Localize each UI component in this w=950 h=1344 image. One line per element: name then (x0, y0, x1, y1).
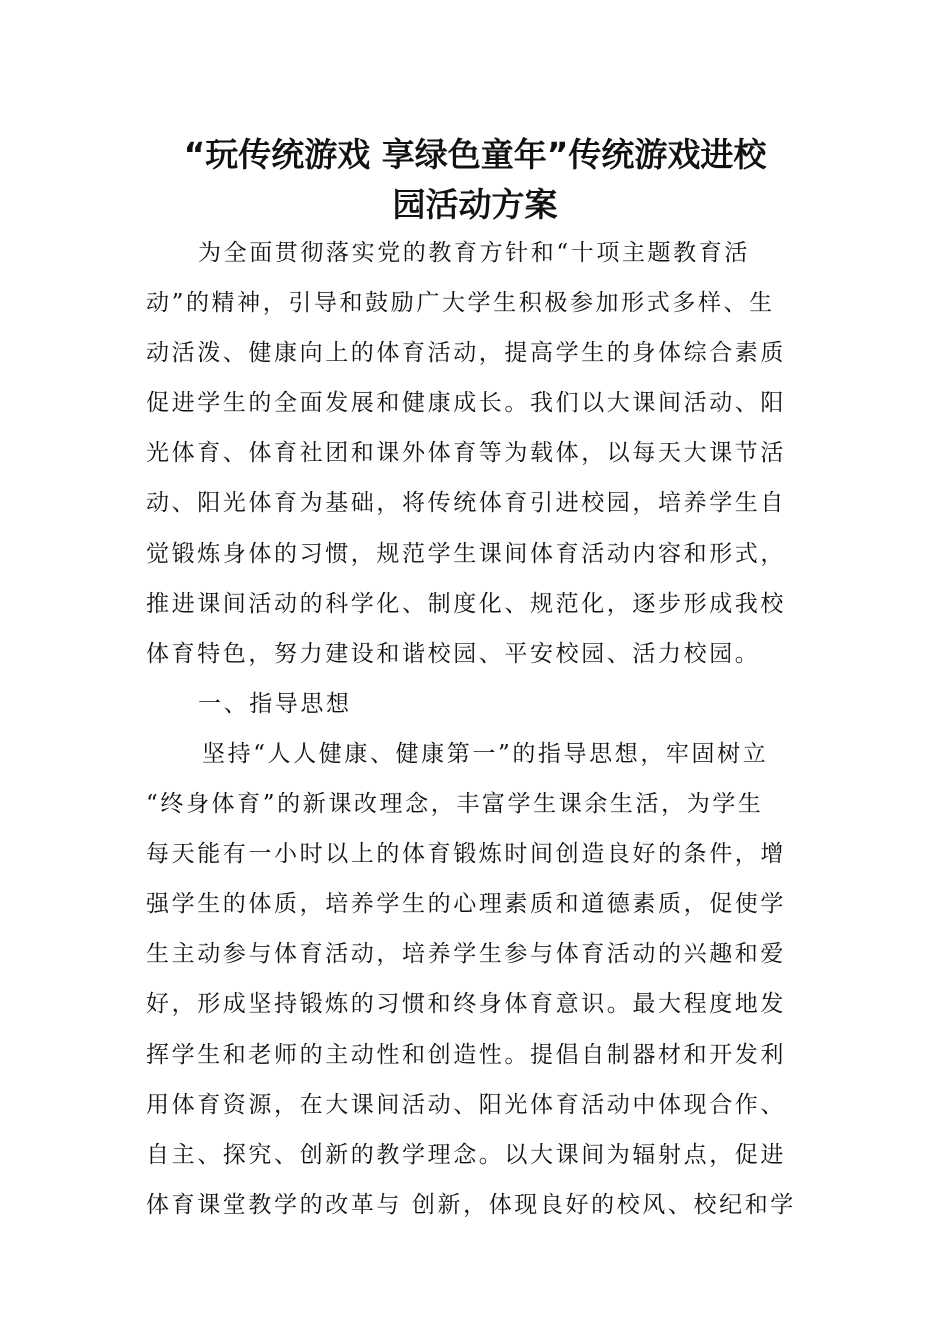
paragraph1-line: 为全面贯彻落实党的教育方针和“十项主题教育活 (198, 240, 750, 266)
paragraph2-line: 挥学生和老师的主动性和创造性。提倡自制器材和开发利 (146, 1041, 786, 1068)
paragraph2-line: 好，形成坚持锻炼的习惯和终身体育意识。最大程度地发 (146, 991, 786, 1018)
paragraph1-line: 觉锻炼身体的习惯，规范学生课间体育活动内容和形式， (146, 540, 786, 567)
paragraph2-line: 自主、探究、创新的教学理念。以大课间为辐射点，促进 (146, 1141, 786, 1168)
document-body (146, 228, 808, 1230)
paragraph2-line: 强学生的体质，培养学生的心理素质和道德素质，促使学 (146, 891, 786, 918)
paragraph1-line: 推进课间活动的科学化、制度化、规范化，逐步形成我校 (146, 590, 786, 617)
document-title (120, 130, 830, 230)
paragraph2-line: 坚持“人人健康、健康第一”的指导思想，牢固树立 (202, 740, 769, 767)
paragraph2-line: 体育课堂教学的改革与 创新，体现良好的校风、校纪和学 (146, 1191, 796, 1218)
paragraph1-line: 体育特色，努力建设和谐校园、平安校园、活力校园。 (146, 640, 761, 667)
paragraph2-line: “终身体育”的新课改理念，丰富学生课余生活，为学生 (146, 791, 764, 818)
paragraph1-line: 促进学生的全面发展和健康成长。我们以大课间活动、阳 (146, 390, 786, 417)
section-heading: 一、指导思想 (198, 690, 352, 717)
title-line: 园活动方案 (392, 185, 558, 224)
paragraph1-line: 光体育、体育社团和课外体育等为载体，以每天大课节活 (146, 440, 786, 467)
paragraph1-line: 动、阳光体育为基础，将传统体育引进校园，培养学生自 (146, 490, 786, 517)
paragraph2-line: 生主动参与体育活动，培养学生参与体育活动的兴趣和爱 (146, 941, 786, 968)
paragraph2-line: 用体育资源，在大课间活动、阳光体育活动中体现合作、 (146, 1091, 786, 1118)
paragraph1-line: 动活泼、健康向上的体育活动，提高学生的身体综合素质 (146, 340, 786, 367)
paragraph1-line: 动”的精神，引导和鼓励广大学生积极参加形式多样、生 (146, 290, 775, 317)
paragraph2-line: 每天能有一小时以上的体育锻炼时间创造良好的条件，增 (146, 841, 786, 868)
title-line: “玩传统游戏 享绿色童年”传统游戏进校 (183, 135, 767, 174)
